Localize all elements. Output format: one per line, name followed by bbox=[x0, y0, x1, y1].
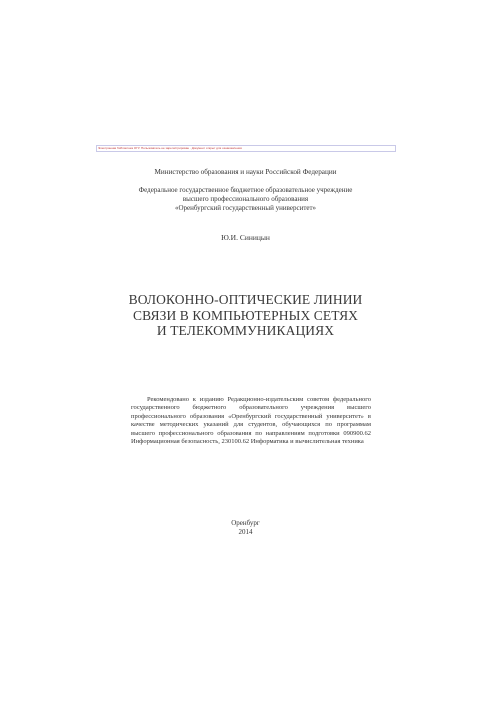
institution-line: Федеральное государственное бюджетное образовательное учреждение bbox=[138, 186, 353, 194]
header-link[interactable]: Электронная библиотека ОГУ. Пользователь не зарегистрирован · Документ открыт для ознакомления bbox=[98, 146, 242, 150]
institution-block bbox=[60, 186, 431, 213]
ministry-line: Министерство образования и науки Российской Федерации bbox=[154, 168, 337, 176]
title-line: ВОЛОКОННО-ОПТИЧЕСКИЕ ЛИНИИ bbox=[128, 292, 363, 307]
imprint bbox=[60, 519, 431, 537]
title-line: СВЯЗИ В КОМПЬЮТЕРНЫХ СЕТЯХ bbox=[132, 307, 359, 323]
author-name: Ю.И. Синицын bbox=[221, 233, 270, 242]
document-title bbox=[60, 292, 431, 339]
institution-line: высшего профессионального образования bbox=[182, 195, 309, 203]
year: 2014 bbox=[238, 528, 253, 536]
recommendation-paragraph: Рекомендовано к изданию Редакционно-издательским советом федерального государственного бюджетного образовательного учреждения высшего профессионального образования «Оренбургский государственный университет» в качестве методических указаний для студентов, обучающихся по программам высшего профессионального образования по направлениям подготовки 090900.62 Информационная безопасность, 230100.62 Информатика и вычислительная техника bbox=[131, 396, 371, 446]
city: Оренбург bbox=[231, 519, 260, 527]
institution-line: «Оренбургский государственный университет» bbox=[174, 204, 317, 212]
title-line: И ТЕЛЕКОММУНИКАЦИЯХ bbox=[156, 323, 335, 338]
